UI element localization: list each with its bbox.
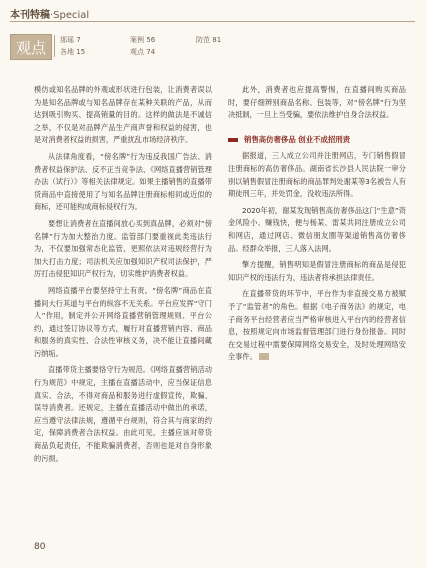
right-column — [228, 84, 406, 368]
stat-item — [196, 35, 221, 45]
stat-label: 防范 — [196, 36, 210, 44]
header-rule — [10, 21, 415, 22]
stat-value: 15 — [76, 48, 86, 56]
end-mark-icon — [259, 353, 269, 360]
stat-value: 7 — [76, 36, 81, 44]
subheading-marker-icon — [228, 138, 238, 142]
stat-label: 那瑶 — [60, 36, 74, 44]
opinion-block — [10, 34, 290, 60]
paragraph: 擎方提醒，销售明知是假冒注册商标的商品是侵犯知识产权的违法行为，违法者将承担法律责任。 — [228, 260, 406, 282]
paragraph-text: 在直播带货的环节中，平台作为非直接交易方被赋予了“监管者”的角色。根据《电子商务法》的规定，电子商务平台经营者应当严格审核进入平台内的经营者信息，按照规定向市场监督管理部门进行身份报备。同时在交易过程中需要保障网络交易安全，及时处理网络安全事件。 — [228, 289, 406, 362]
stat-item — [130, 35, 155, 45]
paragraph: 直播带货主播要恪守行为规范。《网络直播营销活动行为规范》中规定，主播在直播活动中，应当保证信息真实、合法，不得对商品和服务进行虚假宣传，欺骗、误导消费者。还规定，主播在直播活动中做出的承诺，应当遵守法律法规，遵循平台规则，符合其与商家的约定，保障消费者合法权益。由此可见，主播应该对带货商品负起责任，不能欺骗消费者，否则也是对自身形象的污损。 — [34, 365, 212, 463]
stat-item — [60, 47, 85, 57]
section-title — [10, 6, 89, 21]
stat-label: 各地 — [60, 48, 74, 56]
subheading — [228, 134, 406, 147]
opinion-stats — [60, 35, 280, 59]
opinion-label: 观点 — [10, 34, 52, 60]
paragraph: 从法律角度看，“傍名牌”行为违反我国广告法、消费者权益保护法、反不正当竞争法、《网络直播营销管理办法（试行）》等相关法律规定。如果主播销售的直播带货商品中直接使用了与知名品牌注册商标相同或近似的商标，还可能构成商标侵权行为。 — [34, 151, 212, 212]
paragraph: 模仿或知名品牌的外观或形状进行包装，让消费者误以为是知名品牌或与知名品牌存在某种关联的产品，从而达到吸引购买、提高销量的目的。这样的做法是不诚信之举，不仅是对品牌产品生产商声誉和权益的侵害，也是对消费者权益的损害，严重扰乱市场经济秩序。 — [34, 85, 212, 145]
paragraph: 据报道，三人成立公司并注册网店，专门销售假冒注册商标的高仿奢侈品。湖南省长沙县人民法院一审分别以销售假冒注册商标的商品罪判处谢某等3名被告人有期徒刑三年，并处罚金，没收违法所得。 — [228, 151, 406, 199]
opinion-divider — [54, 35, 55, 57]
stat-value: 74 — [146, 48, 156, 56]
left-column — [34, 84, 212, 469]
stat-label: 案例 — [130, 36, 144, 44]
subheading-text: 销售高仿奢侈品 创业不成招刑责 — [244, 134, 351, 144]
stat-label: 观点 — [130, 48, 144, 56]
paragraph: 网络直播平台要坚持守土有责。“傍名牌”商品在直播间大行其道与平台的纵容不无关系。平台应发挥“守门人”作用，制定并公开网络直播营销管理规则、平台公约，通过签订协议等方式，履行对直播营销内容、商品和服务的真实性、合法性审核义务，决不能让直播间藏污纳垢。 — [34, 285, 212, 358]
paragraph: 2020年初，谢某发现销售高仿奢侈品这门“生意”资金风险小、赚钱快，便与杨某、雷某共同注册成立公司和网店，通过网店、微信朋友圈等渠道销售高仿奢侈品。经群众举报，三人落入法网。 — [228, 205, 406, 253]
section-title-main: 本刊特稿 — [10, 10, 50, 21]
paragraph: 要想让消费者在直播间放心买到真品牌，必须对“傍名牌”行为加大整治力度。监管部门要重视此类违法行为，不仅要加强常态化监管，更照依法对违规经营行为加大打击力度；司法机关应加强知识产权司法保护，严厉打击侵犯知识产权行为，切实维护消费者权益。 — [34, 218, 212, 279]
stat-item — [60, 35, 81, 45]
stat-value: 56 — [146, 36, 156, 44]
stat-value: 81 — [212, 36, 222, 44]
section-title-sub: ·Special — [50, 10, 90, 21]
page-number: 80 — [34, 542, 46, 552]
paragraph — [228, 288, 406, 364]
paragraph: 此外，消费者也应提高警惕，在直播间购买商品时，要仔细辨别商品名称、包装等，对“傍名牌”行为坚决抵制，一旦上当受骗，要依法维护自身合法权益。 — [228, 85, 406, 120]
stat-item — [130, 47, 155, 57]
